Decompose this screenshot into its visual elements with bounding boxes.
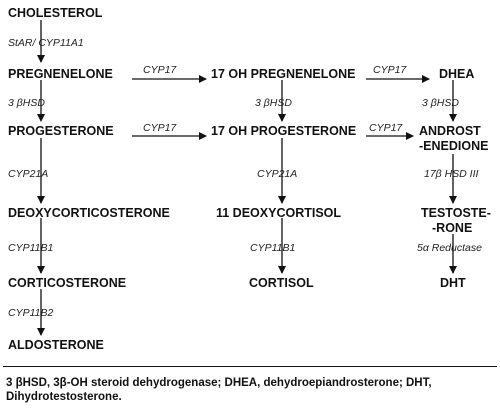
node-pregnenelone: PREGNENELONE bbox=[8, 67, 113, 81]
node-aldosterone: ALDOSTERONE bbox=[8, 338, 104, 352]
node-dhea: DHEA bbox=[439, 67, 475, 81]
node-deoxycorticosterone: DEOXYCORTICOSTERONE bbox=[8, 206, 170, 220]
node-dht: DHT bbox=[440, 276, 466, 290]
enzyme-cyp17-b: CYP17 bbox=[373, 64, 407, 76]
node-17oh-progesterone: 17 OH PROGESTERONE bbox=[211, 124, 357, 138]
enzyme-cyp21a-b: CYP21A bbox=[257, 168, 298, 180]
node-progesterone: PROGESTERONE bbox=[8, 124, 114, 138]
node-corticosterone: CORTICOSTERONE bbox=[8, 276, 127, 290]
footnote: 3 βHSD, 3β-OH steroid dehydrogenase; DHEA, dehydroepiandrosterone; DHT, Dihydrotestosterone. bbox=[6, 377, 432, 403]
enzyme-5a-reductase: 5α Reductase bbox=[417, 242, 482, 254]
enzyme-star-cyp11a1: StAR/ CYP11A1 bbox=[8, 37, 84, 49]
enzyme-3bhsd-c: 3 βHSD bbox=[422, 97, 459, 109]
enzyme-cyp21a-a: CYP21A bbox=[8, 168, 49, 180]
node-cortisol: CORTISOL bbox=[249, 276, 314, 290]
enzyme-3bhsd-b: 3 βHSD bbox=[255, 97, 292, 109]
enzyme-cyp11b2: CYP11B2 bbox=[8, 307, 54, 319]
node-androstenedione-line2: -ENEDIONE bbox=[419, 139, 489, 153]
node-testosterone-line1: TESTOSTE- bbox=[421, 206, 491, 220]
node-testosterone-line2: -RONE bbox=[432, 221, 473, 235]
enzyme-3bhsd-a: 3 βHSD bbox=[8, 97, 45, 109]
enzyme-17bhsd3: 17β HSD III bbox=[424, 168, 479, 180]
enzyme-cyp17-c: CYP17 bbox=[143, 122, 177, 134]
enzyme-cyp17-d: CYP17 bbox=[369, 122, 403, 134]
node-11-deoxycortisol: 11 DEOXYCORTISOL bbox=[216, 206, 342, 220]
enzyme-cyp17-a: CYP17 bbox=[143, 64, 177, 76]
node-androstenedione-line1: ANDROST bbox=[419, 124, 481, 138]
footnote-divider bbox=[3, 366, 497, 367]
enzyme-cyp11b1-a: CYP11B1 bbox=[8, 242, 54, 254]
node-17oh-pregnenelone: 17 OH PREGNENELONE bbox=[211, 67, 356, 81]
node-cholesterol: CHOLESTEROL bbox=[8, 6, 103, 20]
enzyme-cyp11b1-b: CYP11B1 bbox=[250, 242, 296, 254]
